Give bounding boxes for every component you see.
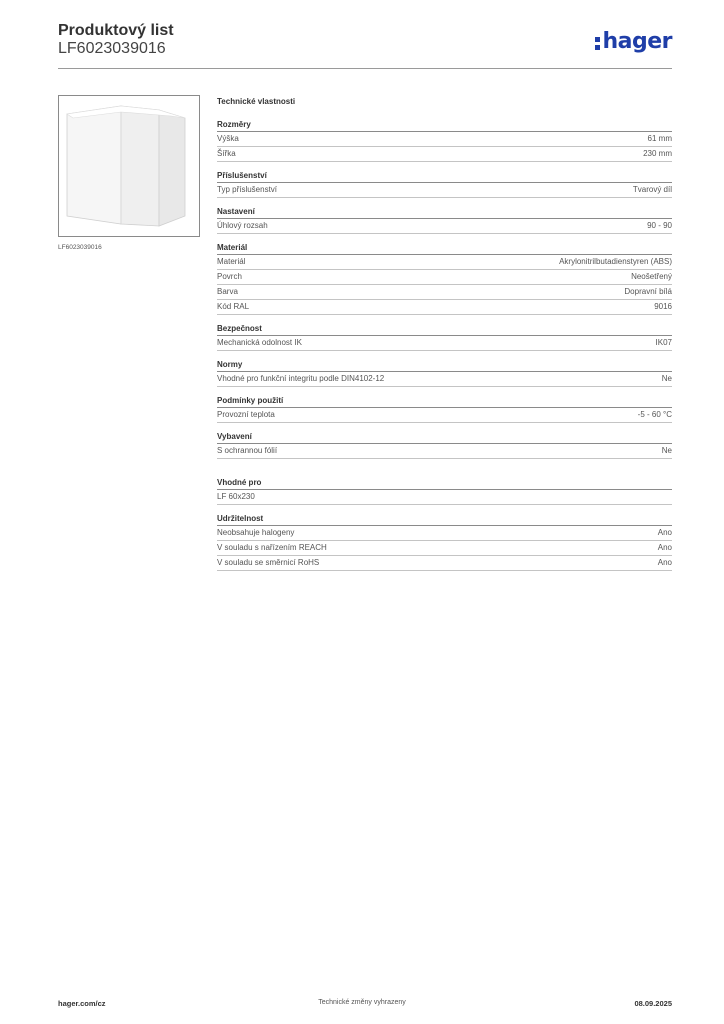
product-image-caption: LF6023039016 — [58, 244, 102, 251]
property-row — [217, 285, 672, 300]
section-standards — [217, 359, 672, 387]
property-label: Kód RAL — [217, 302, 250, 311]
property-label: Úhlový rozsah — [217, 221, 268, 230]
property-value: Ne — [661, 374, 672, 383]
logo-dots-icon — [595, 37, 600, 50]
footer-date: 08.09.2025 — [634, 999, 672, 1008]
property-label: S ochrannou fólií — [217, 446, 278, 455]
property-value: Ano — [657, 558, 672, 567]
header-divider — [58, 68, 672, 69]
section-title: Příslušenství — [217, 170, 672, 183]
property-row — [217, 300, 672, 315]
section-title: Nastavení — [217, 206, 672, 219]
property-label: Materiál — [217, 257, 246, 266]
property-value: Ne — [661, 446, 672, 455]
section-title: Normy — [217, 359, 672, 372]
property-label: LF 60x230 — [217, 492, 255, 501]
section-title: Rozměry — [217, 119, 672, 132]
property-row — [217, 270, 672, 285]
property-label: Šířka — [217, 149, 236, 158]
page-title: Produktový list — [58, 22, 174, 39]
property-value: Ano — [657, 543, 672, 552]
property-row — [217, 255, 672, 270]
footer-notice: Technické změny vyhrazeny — [318, 999, 406, 1006]
property-label: V souladu s nařízením REACH — [217, 543, 327, 552]
section-title: Podmínky použití — [217, 395, 672, 408]
product-image — [58, 95, 200, 237]
section-dimensions — [217, 119, 672, 162]
section-title: Vhodné pro — [217, 477, 672, 490]
property-row — [217, 219, 672, 234]
property-row — [217, 132, 672, 147]
property-label: Typ příslušenství — [217, 185, 278, 194]
property-row — [217, 408, 672, 423]
section-settings — [217, 206, 672, 234]
property-value: Ano — [657, 528, 672, 537]
section-sustainability — [217, 513, 672, 571]
property-row — [217, 444, 672, 459]
property-value: Dopravní bílá — [624, 287, 672, 296]
property-label: Neobsahuje halogeny — [217, 528, 295, 537]
property-label: Vhodné pro funkční integritu podle DIN4102-12 — [217, 374, 385, 383]
technical-properties — [217, 96, 672, 579]
property-value: 230 mm — [643, 149, 672, 158]
section-title: Materiál — [217, 242, 672, 255]
property-value: -5 - 60 °C — [637, 410, 672, 419]
product-code: LF6023039016 — [58, 40, 166, 57]
property-label: Povrch — [217, 272, 242, 281]
property-value: Neošetřený — [631, 272, 672, 281]
property-label: V souladu se směrnicí RoHS — [217, 558, 320, 567]
section-equipment — [217, 431, 672, 459]
section-title: Udržitelnost — [217, 513, 672, 526]
footer-website-link[interactable]: hager.com/cz — [58, 999, 106, 1008]
properties-title: Technické vlastnosti — [217, 97, 296, 106]
property-value: Tvarový díl — [632, 185, 672, 194]
property-row — [217, 556, 672, 571]
section-conditions — [217, 395, 672, 423]
section-suitable-for — [217, 477, 672, 505]
property-value: 61 mm — [647, 134, 672, 143]
property-value: IK07 — [655, 338, 672, 347]
property-value: 90 - 90 — [647, 221, 672, 230]
property-row — [217, 336, 672, 351]
property-label: Barva — [217, 287, 238, 296]
property-label: Provozní teplota — [217, 410, 275, 419]
property-row — [217, 541, 672, 556]
property-row — [217, 147, 672, 162]
property-row — [217, 490, 672, 505]
section-title: Vybavení — [217, 431, 672, 444]
property-label: Výška — [217, 134, 239, 143]
section-accessories — [217, 170, 672, 198]
logo-text: hager — [602, 28, 672, 54]
property-value: 9016 — [654, 302, 672, 311]
section-material — [217, 242, 672, 315]
property-value: Akrylonitrilbutadienstyren (ABS) — [559, 257, 672, 266]
section-title: Bezpečnost — [217, 323, 672, 336]
property-row — [217, 183, 672, 198]
hager-logo — [595, 28, 672, 54]
property-row — [217, 372, 672, 387]
product-image-drawing — [59, 96, 199, 236]
property-row — [217, 526, 672, 541]
property-label: Mechanická odolnost IK — [217, 338, 302, 347]
section-safety — [217, 323, 672, 351]
